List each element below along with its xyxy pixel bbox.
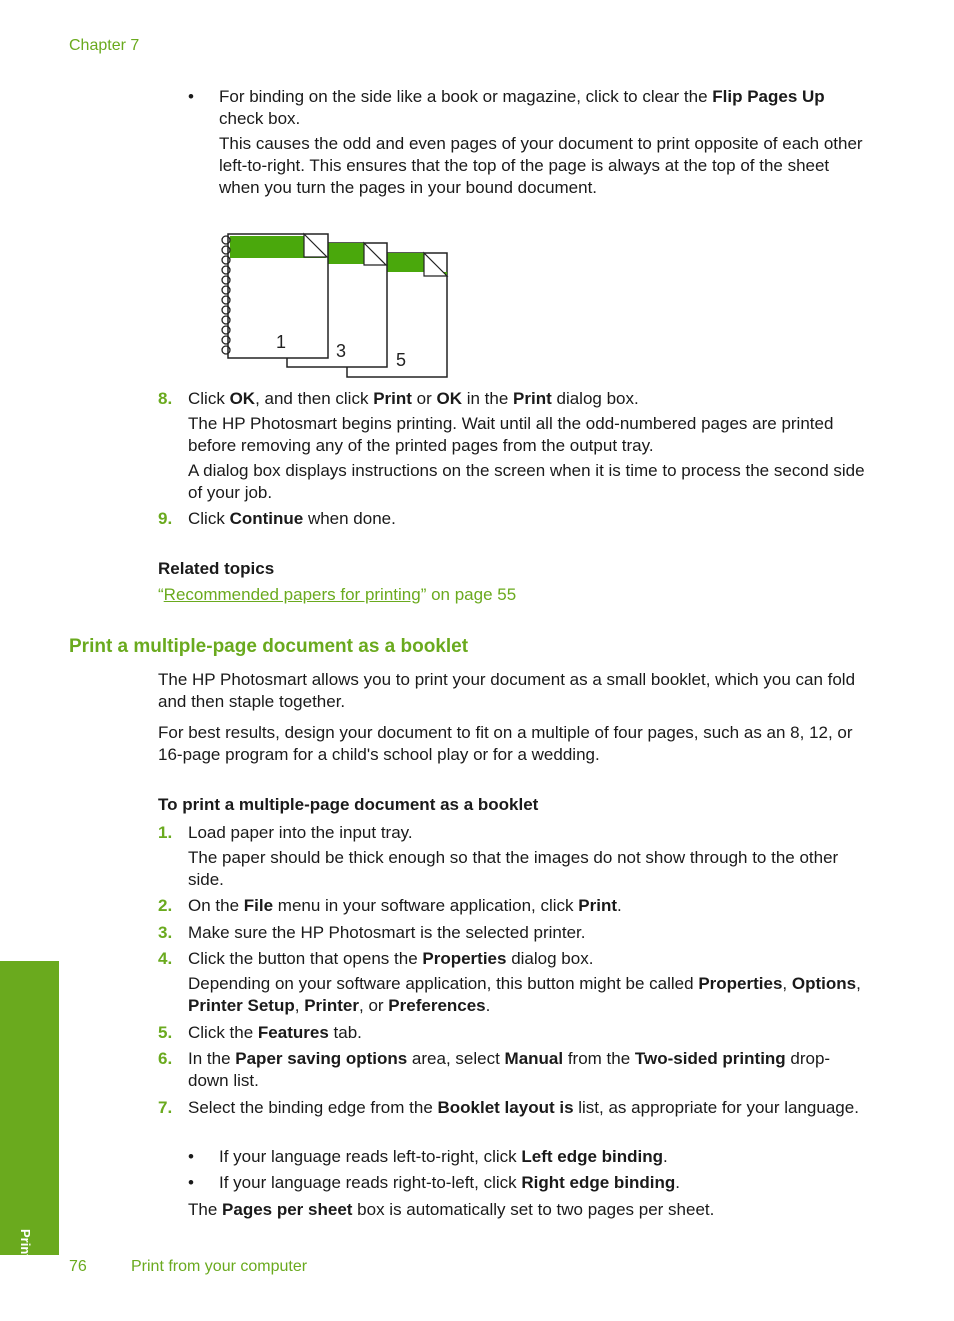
bullet-text: If your language reads right-to-left, click Right edge binding. [219,1173,681,1192]
page-number-5: 5 [396,350,407,370]
section-paragraph: The HP Photosmart allows you to print your document as a small booklet, which you can fold and then staple together. [158,670,856,711]
step-number: 1. [158,823,173,842]
step-2 [158,895,868,917]
bullet-dot: • [188,87,194,106]
procedure-heading: To print a multiple-page document as a booklet [158,795,539,814]
step-detail: The HP Photosmart begins printing. Wait until all the odd-numbered pages are printed before removing any of the printed pages from the output tray. [188,414,834,455]
step-number: 4. [158,949,173,968]
step-number: 5. [158,1023,173,1042]
binding-bullet-left [188,1146,868,1168]
step-9 [158,508,868,530]
step-number: 9. [158,509,173,528]
section-title: Print a multiple-page document as a booklet [69,636,469,657]
chapter-label: Chapter 7 [69,37,140,54]
step-detail: The paper should be thick enough so that the images do not show through to the other side. [188,848,839,889]
step-detail: Depending on your software application, this button might be called Properties, Options, Printer Setup, Printer, or Preferences. [188,974,861,1015]
intro-bullet [188,86,868,199]
step-text: Click the Features tab. [188,1023,362,1042]
step-detail: A dialog box displays instructions on the screen when it is time to process the second side of your job. [188,461,865,502]
related-topics-heading: Related topics [158,559,275,578]
step-3 [158,922,868,944]
step-5 [158,1022,868,1044]
step-text: Select the binding edge from the Booklet layout is list, as appropriate for your language. [188,1098,859,1117]
side-tab-label: Print [18,1229,33,1259]
bullet-text: If your language reads left-to-right, click Left edge binding. [219,1147,668,1166]
step-text: On the File menu in your software application, click Print. [188,896,622,915]
related-link[interactable]: “Recommended papers for printing” on page 55 [158,585,517,604]
section-paragraph: For best results, design your document to fit on a multiple of four pages, such as an 8, 12, or 16-page program for a child's school play or for a wedding. [158,723,853,764]
step-8 [158,388,868,504]
step-text: Click the button that opens the Properties dialog box. [188,949,594,968]
page-number-1: 1 [276,332,287,352]
step-number: 3. [158,923,173,942]
step-number: 6. [158,1049,173,1068]
step-7 [158,1097,868,1119]
step-1 [158,822,868,891]
step-text: Load paper into the input tray. [188,823,413,842]
step-4 [158,948,868,1017]
step-text: Click OK, and then click Print or OK in the Print dialog box. [188,389,639,408]
page-1-illustration [222,234,328,358]
page-number-3: 3 [336,341,347,361]
binding-bullet-right [188,1172,868,1194]
step-6 [158,1048,868,1092]
footer-title: Print from your computer [131,1258,308,1275]
step-text: Click Continue when done. [188,509,396,528]
bullet-dot: • [188,1173,194,1192]
step-number: 8. [158,389,173,408]
step-number: 7. [158,1098,173,1117]
bullet-text: For binding on the side like a book or magazine, click to clear the Flip Pages Up check box. [219,87,825,128]
step-7-footnote: The Pages per sheet box is automatically set to two pages per sheet. [188,1200,715,1219]
side-tab [0,961,59,1255]
step-text: In the Paper saving options area, select Manual from the Two-sided printing drop-down list. [188,1049,831,1090]
step-text: Make sure the HP Photosmart is the selected printer. [188,923,586,942]
page-number: 76 [69,1258,87,1275]
bullet-detail: This causes the odd and even pages of your document to print opposite of each other left-to-right. This ensures that the top of the page is always at the top of the sheet when you turn the pages in your bound document. [219,134,863,197]
bullet-dot: • [188,1147,194,1166]
booklet-pages-figure [214,228,454,383]
step-number: 2. [158,896,173,915]
